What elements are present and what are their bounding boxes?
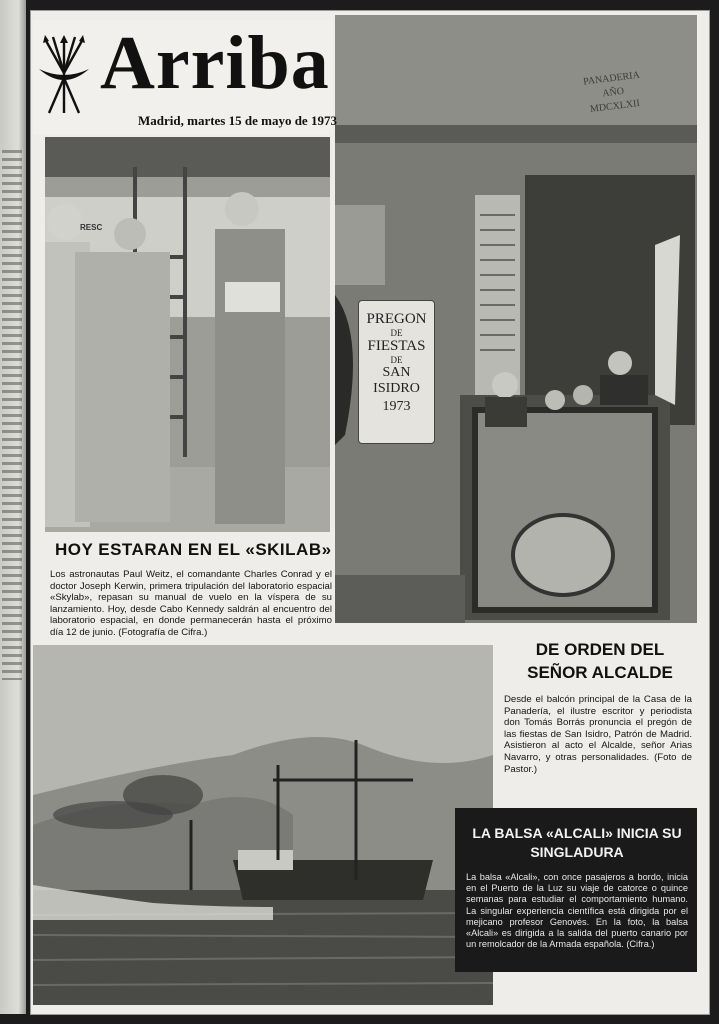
sign-line: DE — [390, 355, 403, 365]
alcalde-body-text: Desde el balcón principal de la Casa de la Panadería, el ilustre escritor y periodista don Tomás Borrás pronuncia el pregón de las fiestas de San Isidro, Patrón de Madrid. Asistieron al acto el Alcalde, señor Arias Navarro, y otras personalidades. (Foto de Pastor.) — [504, 694, 692, 775]
balsa-headline: LA BALSA «ALCALI» INICIA SU SINGLADURA — [472, 825, 682, 860]
alcalde-headline: DE ORDEN DEL SEÑOR ALCALDE — [527, 640, 673, 682]
pregon-sign — [358, 300, 435, 444]
skylab-headline: HOY ESTARAN EN EL «SKILAB» — [55, 540, 332, 559]
sign-line: 1973 — [382, 399, 411, 414]
raft-photo — [33, 645, 493, 1005]
raft-illustration — [33, 645, 493, 1005]
sign-line: PREGON — [366, 311, 427, 327]
sign-line: SAN ISIDRO — [373, 365, 420, 396]
balsa-body-text: La balsa «Alcali», con once pasajeros a bordo, inicia en el Puerto de la Luz su viaje de catorce o quince semanas para estudiar el comportamiento humano. La singular experiencia científica está dirigida por el mejicano profesor Genovés. En la foto, la balsa «Alcali» es dirigida a la salida del puerto canario por un remolcador de la Armada española. (Cifra.) — [466, 872, 688, 950]
skylab-body-text: Los astronautas Paul Weitz, el comandante Charles Conrad y el doctor Joseph Kerwin, primera tripulación del laboratorio espacial «Skylab», repasan su manual de vuelo en la víspera de su lanzamiento. Hoy, desde Cabo Kennedy saldrán al encuentro del laboratorio espacial, en donde permanecerán hasta el próximo día 12 de junio. (Fotografía de Cifra.) — [50, 569, 332, 638]
sign-line: FIESTAS — [367, 338, 426, 354]
plaque-line: PANADERIA — [582, 69, 641, 88]
astronauts-photo — [45, 137, 330, 532]
plaque-line: AÑO — [601, 85, 625, 100]
previous-page-text — [2, 150, 22, 680]
masthead-title: Arriba — [100, 21, 330, 105]
dateline: Madrid, martes 15 de mayo de 1973 — [138, 113, 337, 128]
astronauts-illustration — [45, 137, 330, 532]
sign-line: DE — [390, 328, 403, 338]
photo-placard-text: RESC — [80, 223, 103, 232]
yoke-arrows-emblem-icon — [35, 33, 93, 117]
plaque-line: MDCXLXII — [589, 97, 641, 115]
